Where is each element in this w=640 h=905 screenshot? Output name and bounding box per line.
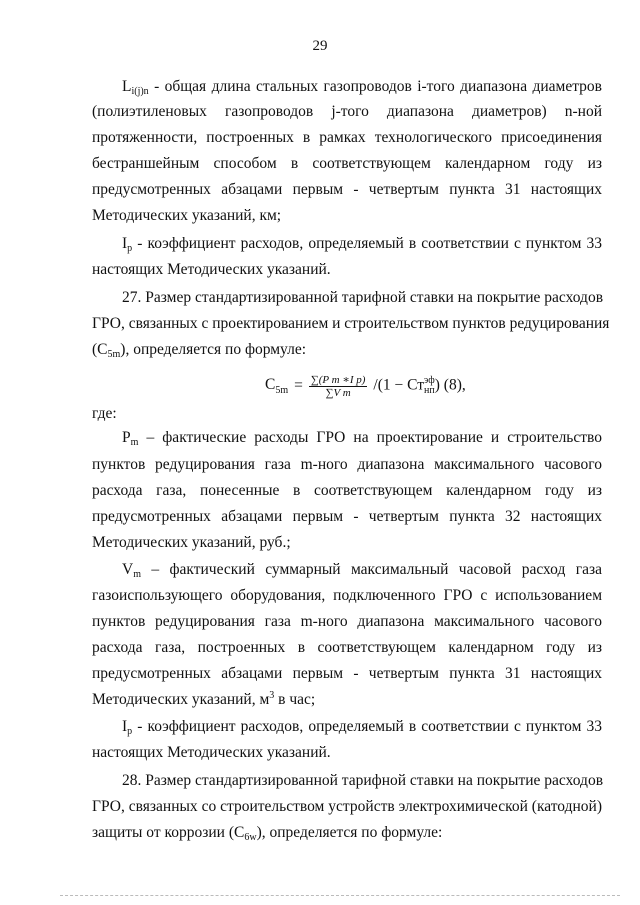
text-line: $L_{i(j)n}$ - общая длина стальных газопроводов i-того диапазона диаметров <box>122 78 602 97</box>
text-line: настоящих Методических указаний. <box>92 261 331 278</box>
text-line: предусмотренных абзацами первым - четвертым пункта 31 настоящих <box>92 181 602 198</box>
text-line: расхода газа, построенных в соответствующем календарном году из <box>92 639 602 656</box>
text-line: пунктов редуцирования газа m-ного диапазона максимального часового <box>92 613 602 630</box>
text-line: $P_m$ – фактические расходы ГРО на проектирование и строительство <box>122 429 602 448</box>
page-number: 29 <box>312 38 328 54</box>
text-line: защиты от коррозии $(С_{6w})$, определяется по формуле: <box>92 824 443 843</box>
text-line: $V_m$ – фактический суммарный максимальный часовой расход газа <box>122 561 602 580</box>
text-line: $(С_{5m})$, определяется по формуле: <box>92 341 307 360</box>
text-line: Методических указаний, км; <box>92 207 282 224</box>
formula-8: $С_{5m}$ = $\frac{\text{∑(P m ∗I p)}}{\text{∑V m}}$ /(1 − Ст эф нп ) (8), <box>265 373 466 399</box>
text-line: расхода газа, понесенные в соответствующем календарном году из <box>92 482 602 499</box>
text-line: предусмотренных абзацами первым - четвертым пункта 32 настоящих <box>92 508 602 525</box>
text-line: протяженности, построенных в рамках технологического присоединения <box>92 129 602 146</box>
text-line: 28. Размер стандартизированной тарифной ставки на покрытие расходов <box>122 772 604 789</box>
text-line: где: <box>92 405 117 422</box>
text-line: предусмотренных абзацами первым - четвертым пункта 31 настоящих <box>92 665 602 682</box>
formula-fraction: $\frac{\text{∑(P m ∗I p)}}{\text{∑V m}}$ <box>310 373 366 399</box>
text-line: Методических указаний, руб.; <box>92 534 291 551</box>
text-line: Методических указаний, $м^3$ в час; <box>92 690 316 708</box>
text-line: $I_р$ - коэффициент расходов, определяемый в соответствии с пунктом 33 <box>122 718 602 737</box>
text-line: ГРО, связанных с проектированием и строительством пунктов редуцирования <box>92 315 610 332</box>
text-line: $I_р$ - коэффициент расходов, определяемый в соответствии с пунктом 33 <box>122 235 602 254</box>
text-line: 27. Размер стандартизированной тарифной ставки на покрытие расходов <box>122 289 604 306</box>
text-line: пунктов редуцирования газа m-ного диапазона максимального часового <box>92 456 602 473</box>
text-line: ГРО, связанных со строительством устройств электрохимической (катодной) <box>92 798 602 815</box>
text-line: газоиспользующего оборудования, подключенного ГРО с использованием <box>92 587 602 604</box>
scan-edge-divider <box>60 895 620 899</box>
text-line: настоящих Методических указаний. <box>92 744 331 761</box>
text-line: бестраншейным способом в соответствующем календарном году из <box>92 155 602 172</box>
text-line: (полиэтиленовых газопроводов j-того диапазона диаметров) n-ной <box>92 103 602 120</box>
